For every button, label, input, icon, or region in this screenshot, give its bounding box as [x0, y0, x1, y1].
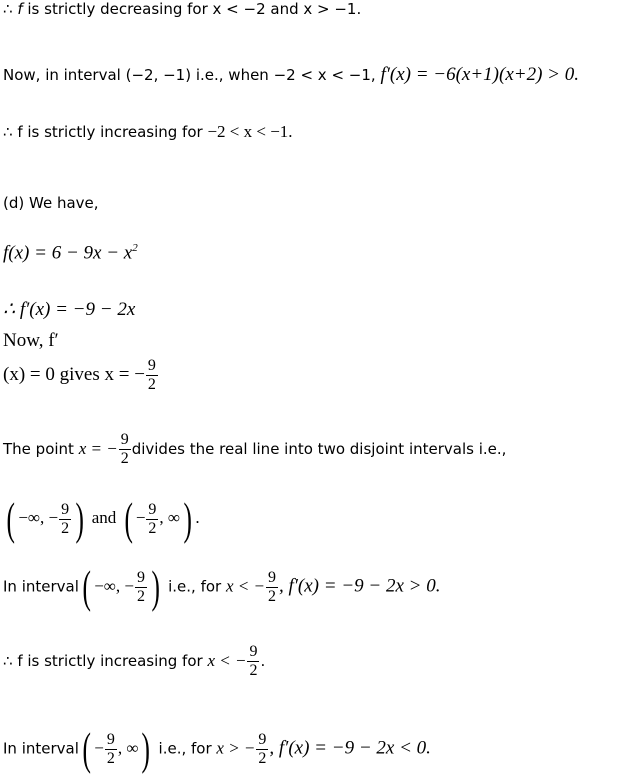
point-expression: x = −: [78, 439, 118, 458]
function-f: f: [17, 0, 23, 18]
statement-text: f is strictly increasing for: [12, 123, 208, 141]
therefore-symbol: ∴: [3, 0, 13, 18]
right-paren: ): [75, 493, 85, 544]
minus-sign: −: [135, 507, 146, 527]
numerator: 9: [148, 500, 157, 518]
denominator: 2: [147, 376, 156, 393]
numerator: 9: [120, 431, 129, 448]
interval-text: −∞, −: [94, 576, 135, 596]
statement-text: f is strictly increasing for: [12, 652, 208, 670]
fraction-nine-halves: [247, 644, 259, 679]
fraction-nine-halves: [59, 502, 71, 537]
denominator: 2: [120, 450, 129, 467]
now-text: Now, f′: [3, 330, 59, 351]
condition-expression: x > −: [216, 738, 256, 758]
line-increasing-conclusion: [3, 122, 293, 142]
exponent: 2: [132, 242, 138, 254]
function-definition: [3, 242, 138, 264]
fraction-nine-halves: [146, 358, 158, 393]
left-paren: (: [123, 493, 133, 544]
derivative-expression: f′(x) = −6(x+1)(x+2) > 0.: [380, 64, 579, 85]
denominator: 2: [148, 519, 157, 537]
interval-text: , ∞: [117, 738, 139, 758]
therefore-symbol: ∴: [3, 123, 13, 141]
statement-text: i.e., for: [163, 577, 226, 596]
interval-left: −∞, −: [18, 507, 59, 527]
increasing-conclusion: [3, 644, 265, 679]
interval-right: , ∞: [159, 507, 181, 527]
fraction-nine-halves: [105, 732, 117, 767]
fraction-nine-halves: [146, 502, 158, 537]
statement-text: divides the real line into two disjoint intervals i.e.,: [131, 440, 507, 458]
denominator: 2: [267, 587, 276, 605]
statement-text: Now, in interval (−2, −1) i.e., when −2 < x < −1,: [3, 66, 381, 84]
derivative-definition: [3, 298, 135, 321]
denominator: 2: [106, 749, 115, 767]
part-d-heading: [3, 194, 99, 212]
therefore-symbol: ∴: [3, 652, 13, 670]
function-expression: f(x) = 6 − 9x − x: [3, 242, 133, 264]
and-text: and: [91, 507, 117, 527]
denominator: 2: [137, 587, 146, 605]
derivative-expression: , f′(x) = −9 − 2x < 0.: [269, 737, 431, 759]
point-divides-line: [3, 432, 506, 467]
now-f-prime: [3, 330, 59, 352]
right-paren: ): [151, 561, 160, 612]
fraction-nine-halves: [256, 732, 268, 767]
numerator: 9: [137, 568, 146, 586]
line-interval-derivative: [3, 64, 579, 86]
fraction-nine-halves: [119, 432, 131, 467]
heading-text: (d) We have,: [3, 194, 99, 212]
condition-expression: x < −: [207, 651, 247, 670]
statement-text: In interval: [3, 577, 79, 596]
right-paren: ): [183, 493, 192, 544]
numerator: 9: [249, 643, 258, 660]
statement-text: The point: [3, 440, 79, 458]
denominator: 2: [249, 662, 258, 679]
left-paren: (: [82, 723, 91, 774]
statement-text: In interval: [3, 739, 79, 758]
left-paren: (: [6, 493, 15, 544]
denominator: 2: [258, 749, 267, 767]
inequality-expression: −2 < x < −1.: [207, 122, 293, 141]
derivative-expression: ∴ f′(x) = −9 − 2x: [3, 299, 136, 320]
minus-sign: −: [94, 738, 104, 758]
derivative-expression: , f′(x) = −9 − 2x > 0.: [278, 575, 441, 597]
numerator: 9: [61, 500, 70, 518]
numerator: 9: [267, 568, 276, 586]
line-decreasing-conclusion: [3, 0, 361, 18]
numerator: 9: [258, 730, 267, 748]
statement-text: is strictly decreasing for x < −2 and x > −1.: [22, 0, 362, 18]
right-paren: ): [141, 723, 151, 774]
intervals-line: [3, 493, 200, 544]
statement-text: i.e., for: [153, 739, 217, 758]
fraction-nine-halves: [266, 570, 278, 605]
condition-expression: x < −: [225, 576, 265, 596]
numerator: 9: [106, 730, 115, 748]
left-paren: (: [82, 561, 91, 612]
period: .: [195, 507, 200, 527]
period: .: [260, 652, 266, 670]
interval-decreasing-line: [3, 723, 431, 774]
numerator: 9: [147, 357, 156, 374]
denominator: 2: [61, 519, 70, 537]
equation-text: (x) = 0 gives x = −: [3, 363, 145, 385]
fraction-nine-halves: [135, 570, 147, 605]
interval-increasing-line: [3, 561, 441, 612]
critical-point-line: [3, 358, 159, 393]
